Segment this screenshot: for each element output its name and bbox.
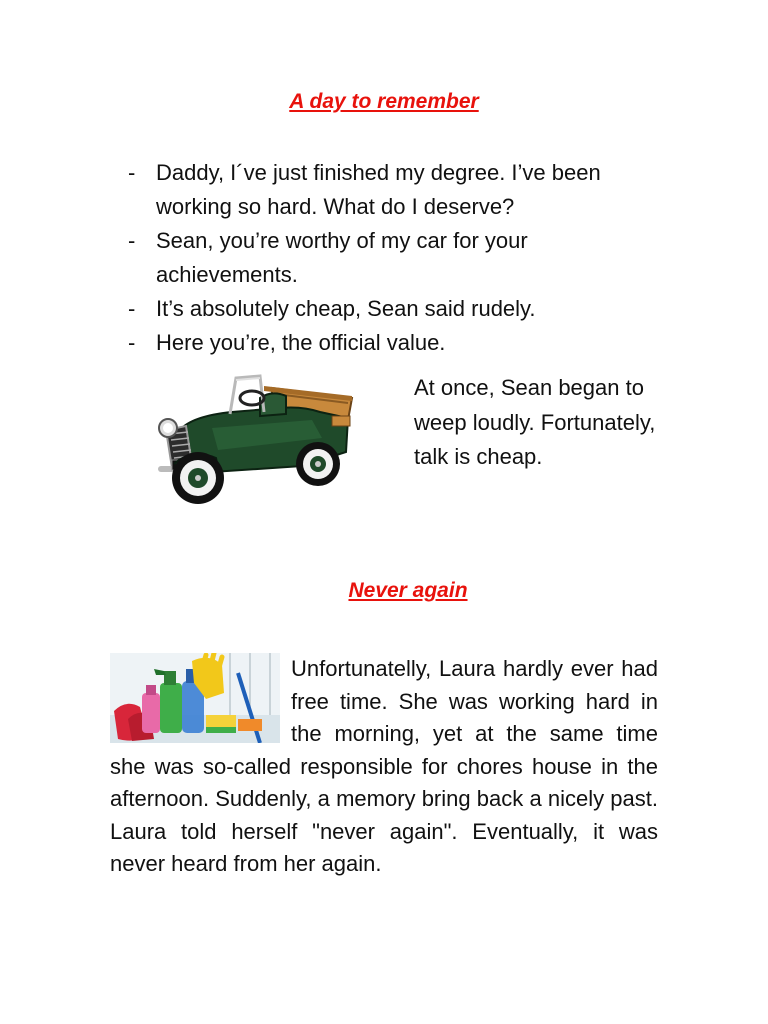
dash-bullet: - (128, 228, 136, 253)
dialog-text: Here you’re, the official value. (156, 330, 446, 355)
story-paragraph (110, 653, 658, 881)
dialog-line (128, 224, 668, 292)
dash-bullet: - (128, 330, 136, 355)
dialog-text: Daddy, I´ve just finished my degree. I’ve been working so hard. What do I deserve? (156, 160, 601, 219)
dialog-list (128, 156, 668, 360)
dialog-text: It’s absolutely cheap, Sean said rudely. (156, 296, 536, 321)
vintage-car-image (152, 368, 362, 508)
dialog-line (128, 326, 668, 360)
section-title-day-to-remember: A day to remember (289, 90, 479, 113)
side-paragraph: At once, Sean began to weep loudly. Fortunately, talk is cheap. (414, 375, 656, 469)
dialog-text: Sean, you’re worthy of my car for your achievements. (156, 228, 528, 287)
dash-bullet: - (128, 296, 136, 321)
dialog-line (128, 292, 668, 326)
image-float-spacer (110, 653, 291, 749)
dash-bullet: - (128, 160, 136, 185)
section-title-never-again: Never again (348, 579, 468, 602)
dialog-line (128, 156, 668, 224)
story-text: Unfortunatelly, Laura hardly ever had free time. She was working hard in the morning, yet at the same time she was so-called responsible for chores house in the afternoon. Suddenly, a memory bring back a nicely past. Laura told herself "never again". Eventually, it was never heard from her again. (110, 656, 658, 876)
